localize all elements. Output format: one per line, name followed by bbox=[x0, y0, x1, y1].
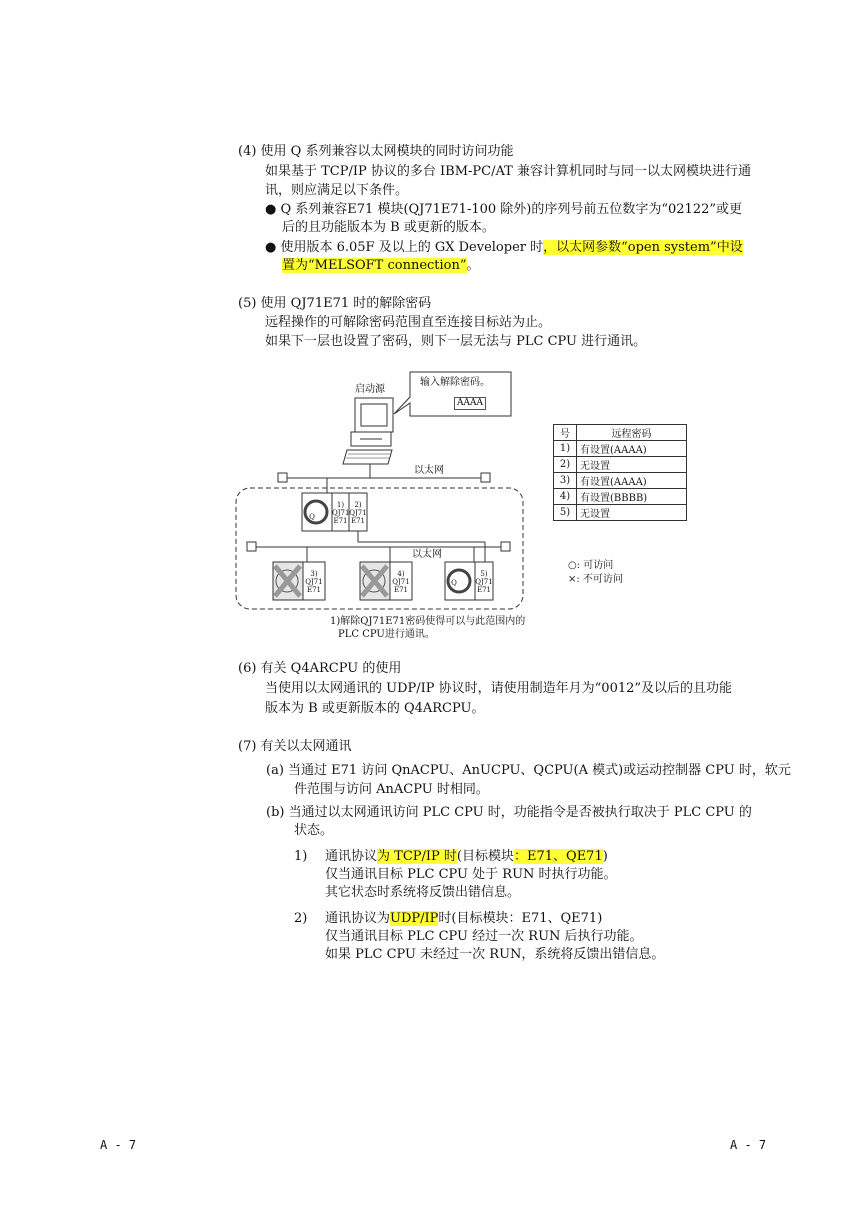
password-box: AAAA bbox=[454, 397, 486, 410]
section-4-text: 讯，则应满足以下条件。 bbox=[265, 183, 409, 198]
highlighted-text: UDP/IP bbox=[390, 911, 439, 926]
bullet-text: Q 系列兼容E71 模块(QJ71E71-100 除外)的序列号前五位数字为“02122”或更 bbox=[280, 202, 743, 217]
diagram-note: 1)解除QJ71E71密码使得可以与此范围内的 bbox=[330, 616, 526, 627]
item-text: 其它状态时系统将反馈出错信息。 bbox=[325, 885, 521, 900]
table-header-row bbox=[554, 425, 687, 441]
table-cell: 有设置(AAAA) bbox=[577, 441, 687, 457]
ethernet-label: 以太网 bbox=[414, 465, 444, 476]
table-row bbox=[554, 473, 687, 489]
subsection-b: (b) 当通过以太网通讯访问 PLC CPU 时，功能指令是否被执行取决于 PLC CPU 的 bbox=[266, 805, 752, 820]
cpu-label: Q bbox=[451, 579, 457, 587]
bullet-item: ● Q 系列兼容E71 模块(QJ71E71-100 除外)的序列号前五位数字为“02122”或更 bbox=[265, 202, 743, 217]
network-diagram bbox=[230, 370, 540, 620]
item-text: 如果 PLC CPU 未经过一次 RUN，系统将反馈出错信息。 bbox=[325, 947, 665, 962]
legend-inaccessible: ×: 不可访问 bbox=[568, 574, 623, 585]
page-number-left: A - 7 bbox=[100, 1138, 137, 1152]
section-4-heading: (4) 使用 Q 系列兼容以太网模块的同时访问功能 bbox=[238, 144, 514, 159]
section-6-text: 版本为 B 或更新版本的 Q4ARCPU。 bbox=[265, 701, 485, 716]
table-header: 远程密码 bbox=[577, 425, 687, 441]
highlighted-text: 置为“MELSOFT connection” bbox=[282, 258, 467, 273]
table-row bbox=[554, 505, 687, 521]
diagram-note: PLC CPU进行通讯。 bbox=[338, 629, 435, 640]
section-5-text: 远程操作的可解除密码范围直至连接目标站为止。 bbox=[265, 315, 552, 330]
table-row bbox=[554, 489, 687, 505]
table-header: 号 bbox=[554, 425, 577, 441]
bullet-text: 后的且功能版本为 B 或更新的版本。 bbox=[282, 220, 495, 235]
source-label: 启动源 bbox=[355, 384, 385, 395]
legend-accessible: ○: 可访问 bbox=[568, 560, 614, 571]
highlighted-text: ：E71、QE71 bbox=[514, 849, 603, 864]
cpu-label: Q bbox=[309, 513, 315, 521]
bullet-text: 置为“MELSOFT connection”。 bbox=[282, 258, 480, 273]
bullet-item: ● 使用版本 6.05F 及以上的 GX Developer 时，以太网参数“open system”中设 bbox=[265, 240, 743, 255]
item-text: 通讯协议为UDP/IP时(目标模块：E71、QE71) bbox=[325, 911, 603, 926]
section-6-text: 当使用以太网通讯的 UDP/IP 协议时，请使用制造年月为“0012”及以后的且功能 bbox=[265, 681, 733, 696]
table-cell: 5) bbox=[554, 505, 577, 521]
section-5-text: 如果下一层也设置了密码，则下一层无法与 PLC CPU 进行通讯。 bbox=[265, 334, 647, 349]
table-cell: 有设置(BBBB) bbox=[577, 489, 687, 505]
table-cell: 1) bbox=[554, 441, 577, 457]
table-cell: 无设置 bbox=[577, 505, 687, 521]
ethernet-label: 以太网 bbox=[412, 549, 442, 560]
item-text: 仅当通讯目标 PLC CPU 处于 RUN 时执行功能。 bbox=[325, 867, 617, 882]
table-cell: 有设置(AAAA) bbox=[577, 473, 687, 489]
subsection-b: 状态。 bbox=[294, 823, 334, 838]
item-number: 2) bbox=[294, 911, 308, 926]
section-5-heading: (5) 使用 QJ71E71 时的解除密码 bbox=[238, 296, 432, 311]
section-6-heading: (6) 有关 Q4ARCPU 的使用 bbox=[238, 661, 402, 676]
subsection-a: 件范围与访问 AnACPU 时相同。 bbox=[294, 782, 489, 797]
highlighted-text: ，以太网参数“open system”中设 bbox=[543, 240, 743, 255]
module-label: 3) QJ71 E71 bbox=[305, 570, 323, 594]
table-cell: 3) bbox=[554, 473, 577, 489]
subsection-a: (a) 当通过 E71 访问 QnACPU、AnUCPU、QCPU(A 模式)或运动控制器 CPU 时，软元 bbox=[266, 763, 791, 778]
callout-text: 输入解除密码。 bbox=[420, 377, 490, 388]
item-text: 仅当通讯目标 PLC CPU 经过一次 RUN 后执行功能。 bbox=[325, 929, 643, 944]
table-cell: 2) bbox=[554, 457, 577, 473]
section-7-heading: (7) 有关以太网通讯 bbox=[238, 739, 352, 754]
table-cell: 4) bbox=[554, 489, 577, 505]
table-row bbox=[554, 441, 687, 457]
table-row bbox=[554, 457, 687, 473]
highlighted-text: 为 TCP/IP 时 bbox=[377, 849, 457, 864]
password-table bbox=[553, 424, 687, 521]
module-label: 2) QJ71 E71 bbox=[349, 501, 367, 525]
item-text: 通讯协议为 TCP/IP 时(目标模块：E71、QE71) bbox=[325, 849, 608, 864]
page-number-right: A - 7 bbox=[730, 1138, 767, 1152]
table-cell: 无设置 bbox=[577, 457, 687, 473]
section-4-text: 如果基于 TCP/IP 协议的多台 IBM-PC/AT 兼容计算机同时与同一以太网模块进行通 bbox=[265, 164, 751, 179]
module-label: 5) QJ71 E71 bbox=[475, 570, 493, 594]
module-label: 4) QJ71 E71 bbox=[392, 570, 410, 594]
module-label: 1) QJ71 E71 bbox=[332, 501, 350, 525]
item-number: 1) bbox=[294, 849, 308, 864]
bullet-text: 使用版本 6.05F 及以上的 GX Developer 时 bbox=[280, 240, 544, 255]
